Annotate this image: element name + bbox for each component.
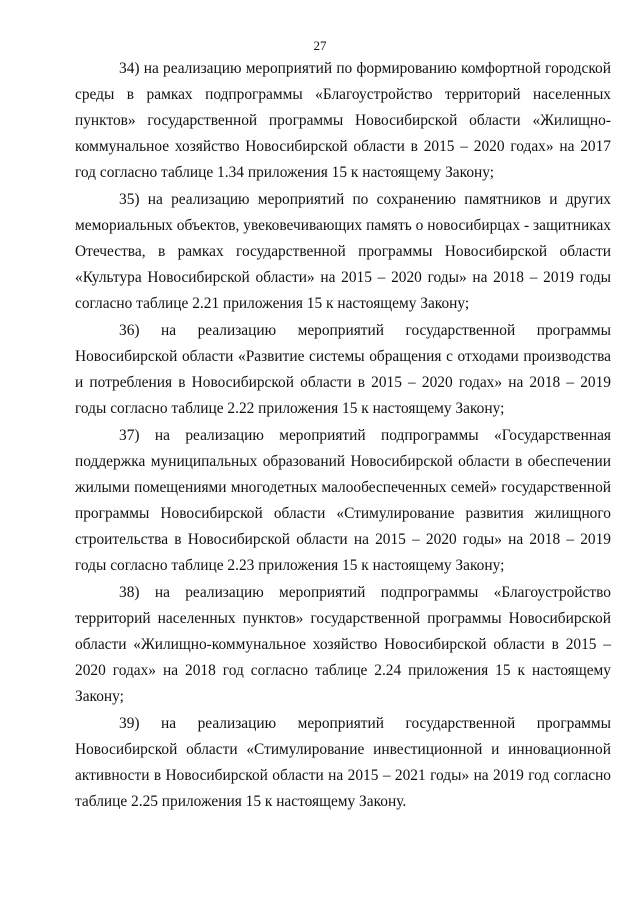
paragraph-item-37: 37) на реализацию мероприятий подпрограммы «Государственная поддержка муниципальных образований Новосибирской области в обеспечении жилыми помещениями многодетных малообеспеченных семей» государственной программы Новосибирской области «Стимулирование развития жилищного строительства в Новосибирской области на 2015 – 2020 годы» на 2018 – 2019 годы согласно таблице 2.23 приложения 15 к настоящему Закону; [75, 427, 611, 574]
paragraph-item-34: 34) на реализацию мероприятий по формированию комфортной городской среды в рамках подпрограммы «Благоустройство территорий населенных пунктов» государственной программы Новосибирской области «Жилищно-коммунальное хозяйство Новосибирской области в 2015 – 2020 годах» на 2017 год согласно таблице 1.34 приложения 15 к настоящему Закону; [75, 60, 611, 181]
paragraph-item-39: 39) на реализацию мероприятий государственной программы Новосибирской области «Стимулирование инвестиционной и инновационной активности в Новосибирской области на 2015 – 2021 годы» на 2019 год согласно таблице 2.25 приложения 15 к настоящему Закону. [75, 715, 611, 810]
page-number: 27 [313, 38, 327, 53]
document-body [75, 56, 611, 816]
paragraph-item-36: 36) на реализацию мероприятий государственной программы Новосибирской области «Развитие системы обращения с отходами производства и потребления в Новосибирской области в 2015 – 2020 годах» на 2018 – 2019 годы согласно таблице 2.22 приложения 15 к настоящему Закону; [75, 322, 611, 417]
paragraph-item-35: 35) на реализацию мероприятий по сохранению памятников и других мемориальных объектов, увековечивающих память о новосибирцах - защитниках Отечества, в рамках государственной программы Новосибирской области «Культура Новосибирской области» на 2015 – 2020 годы» на 2018 – 2019 годы согласно таблице 2.21 приложения 15 к настоящему Закону; [75, 191, 611, 312]
paragraph-item-38: 38) на реализацию мероприятий подпрограммы «Благоустройство территорий населенных пунктов» государственной программы Новосибирской области «Жилищно-коммунальное хозяйство Новосибирской области в 2015 – 2020 годах» на 2018 год согласно таблице 2.24 приложения 15 к настоящему Закону; [75, 584, 611, 705]
